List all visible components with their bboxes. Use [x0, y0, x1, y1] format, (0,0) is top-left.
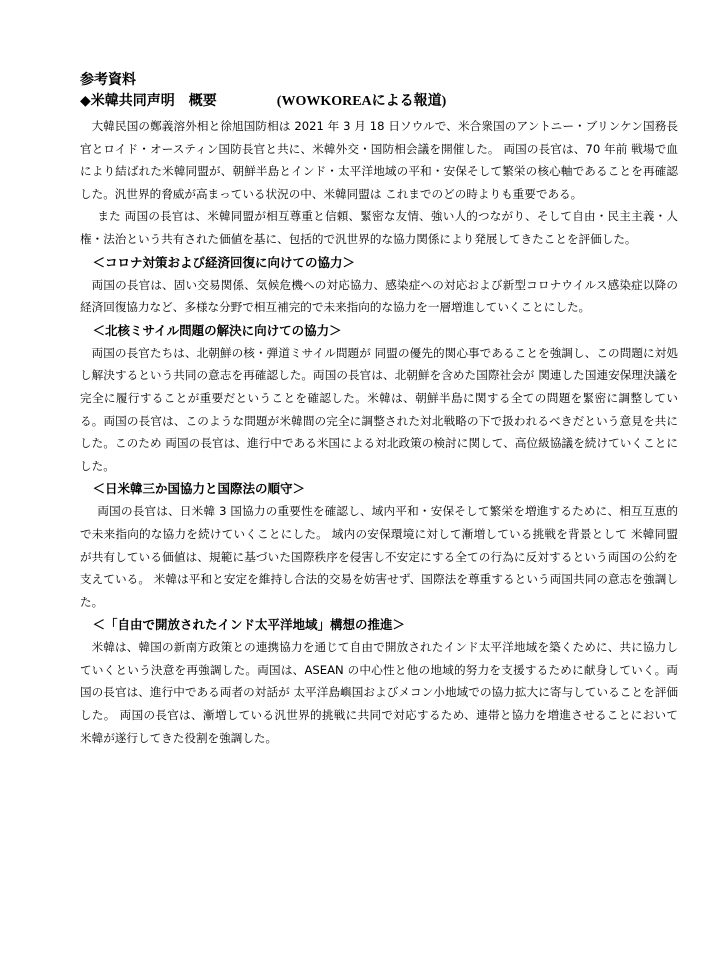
- document-title-text: ◆米韓共同声明 概要: [80, 93, 217, 109]
- document-label: 参考資料: [80, 72, 136, 88]
- section-heading-indo-pacific: ＜「自由で開放されたインド太平洋地域」構想の推進＞: [92, 617, 406, 633]
- section-body-north-korea: 両国の長官たちは、北朝鮮の核・弾道ミサイル問題が 同盟の優先的関心事であることを強調し、この問題に対処し解決するという共同の意志を再確認した。両国の長官は、北朝鮮を含めた国際社会が 関連した国連安保理決議を完全に履行することが重要だということを確認した。米韓は、朝鮮半島に関する全ての問題を緊密に調整している。両国の長官は、このような問題が米韓間の完全に調整された対北戦略の下で扱われるべきだという意見を共にした。このため 両国の長官は、進行中である米国による対北政策の検討に関して、高位級協議を続けていくことにした。: [80, 345, 678, 473]
- document-source: (WOWKOREAによる報道): [276, 94, 447, 109]
- section-heading-trilateral: ＜日米韓三か国協力と国際法の順守＞: [92, 481, 306, 497]
- section-heading-covid: ＜コロナ対策および経済回復に向けての協力＞: [92, 254, 356, 270]
- section-body-indo-pacific: 米韓は、韓国の新南方政策との連携協力を通じて自由で開放されたインド太平洋地域を築くために、共に協力していくという決意を再強調した。両国は、ASEAN の中心性と他の地域的努力を支援するために献身していく。両国の長官は、進行中である両者の対話が 太平洋島嶼国およびメコン小地域での協力拡大に寄与していることを評価した。 両国の長官は、漸増している汎世界的挑戦に共同で対応するため、連帯と協力を増進させることにおいて 米韓が遂行してきた役割を強調した。: [80, 640, 678, 745]
- section-heading-north-korea: ＜北核ミサイル問題の解決に向けての協力＞: [92, 322, 342, 338]
- section-body-trilateral: 両国の長官は、日米韓 3 国協力の重要性を確認し、域内平和・安保そして繁栄を増進するために、相互互恵的で未来指向的な協力を続けていくことにした。 域内の安保環境に対して漸増している挑戦を背景として 米韓同盟が共有している価値は、規範に基づいた国際秩序を侵害し不安定にする全ての行為に反対するという両国の公約を支えている。 米韓は平和と安定を維持し合法的交易を妨害せず、国際法を尊重するという両国共同の意志を強調した。: [80, 504, 678, 609]
- intro-paragraph-2: また 両国の長官は、米韓同盟が相互尊重と信頼、緊密な友情、強い人的つながり、そして自由・民主主義・人権・法治という共有された価値を基に、包括的で汎世界的な協力関係により発展してきたことを評価した。: [80, 209, 678, 246]
- section-body-covid: 両国の長官は、固い交易関係、気候危機への対応協力、感染症への対応および新型コロナウイルス感染症以降の経済回復協力など、多様な分野で相互補完的で未来指向的な協力を一層増進していくことにした。: [80, 277, 678, 315]
- intro-paragraph-1: 大韓民国の鄭義溶外相と徐旭国防相は 2021 年 3 月 18 日ソウルで、米合衆国のアントニー・ブリンケン国務長官とロイド・オースティン国防長官と共に、米韓外交・国防相会議を開催した。 両国の長官は、70 年前 戦場で血により結ばれた米韓同盟が、朝鮮半島とインド・太平洋地域の平和・安保そして繁栄の核心軸であることを再確認した。汎世界的脅威が高まっている状況の中、米韓同盟は これまでのどの時よりも重要である。: [80, 119, 678, 201]
- document-title: [80, 90, 678, 113]
- document-page: [80, 70, 678, 749]
